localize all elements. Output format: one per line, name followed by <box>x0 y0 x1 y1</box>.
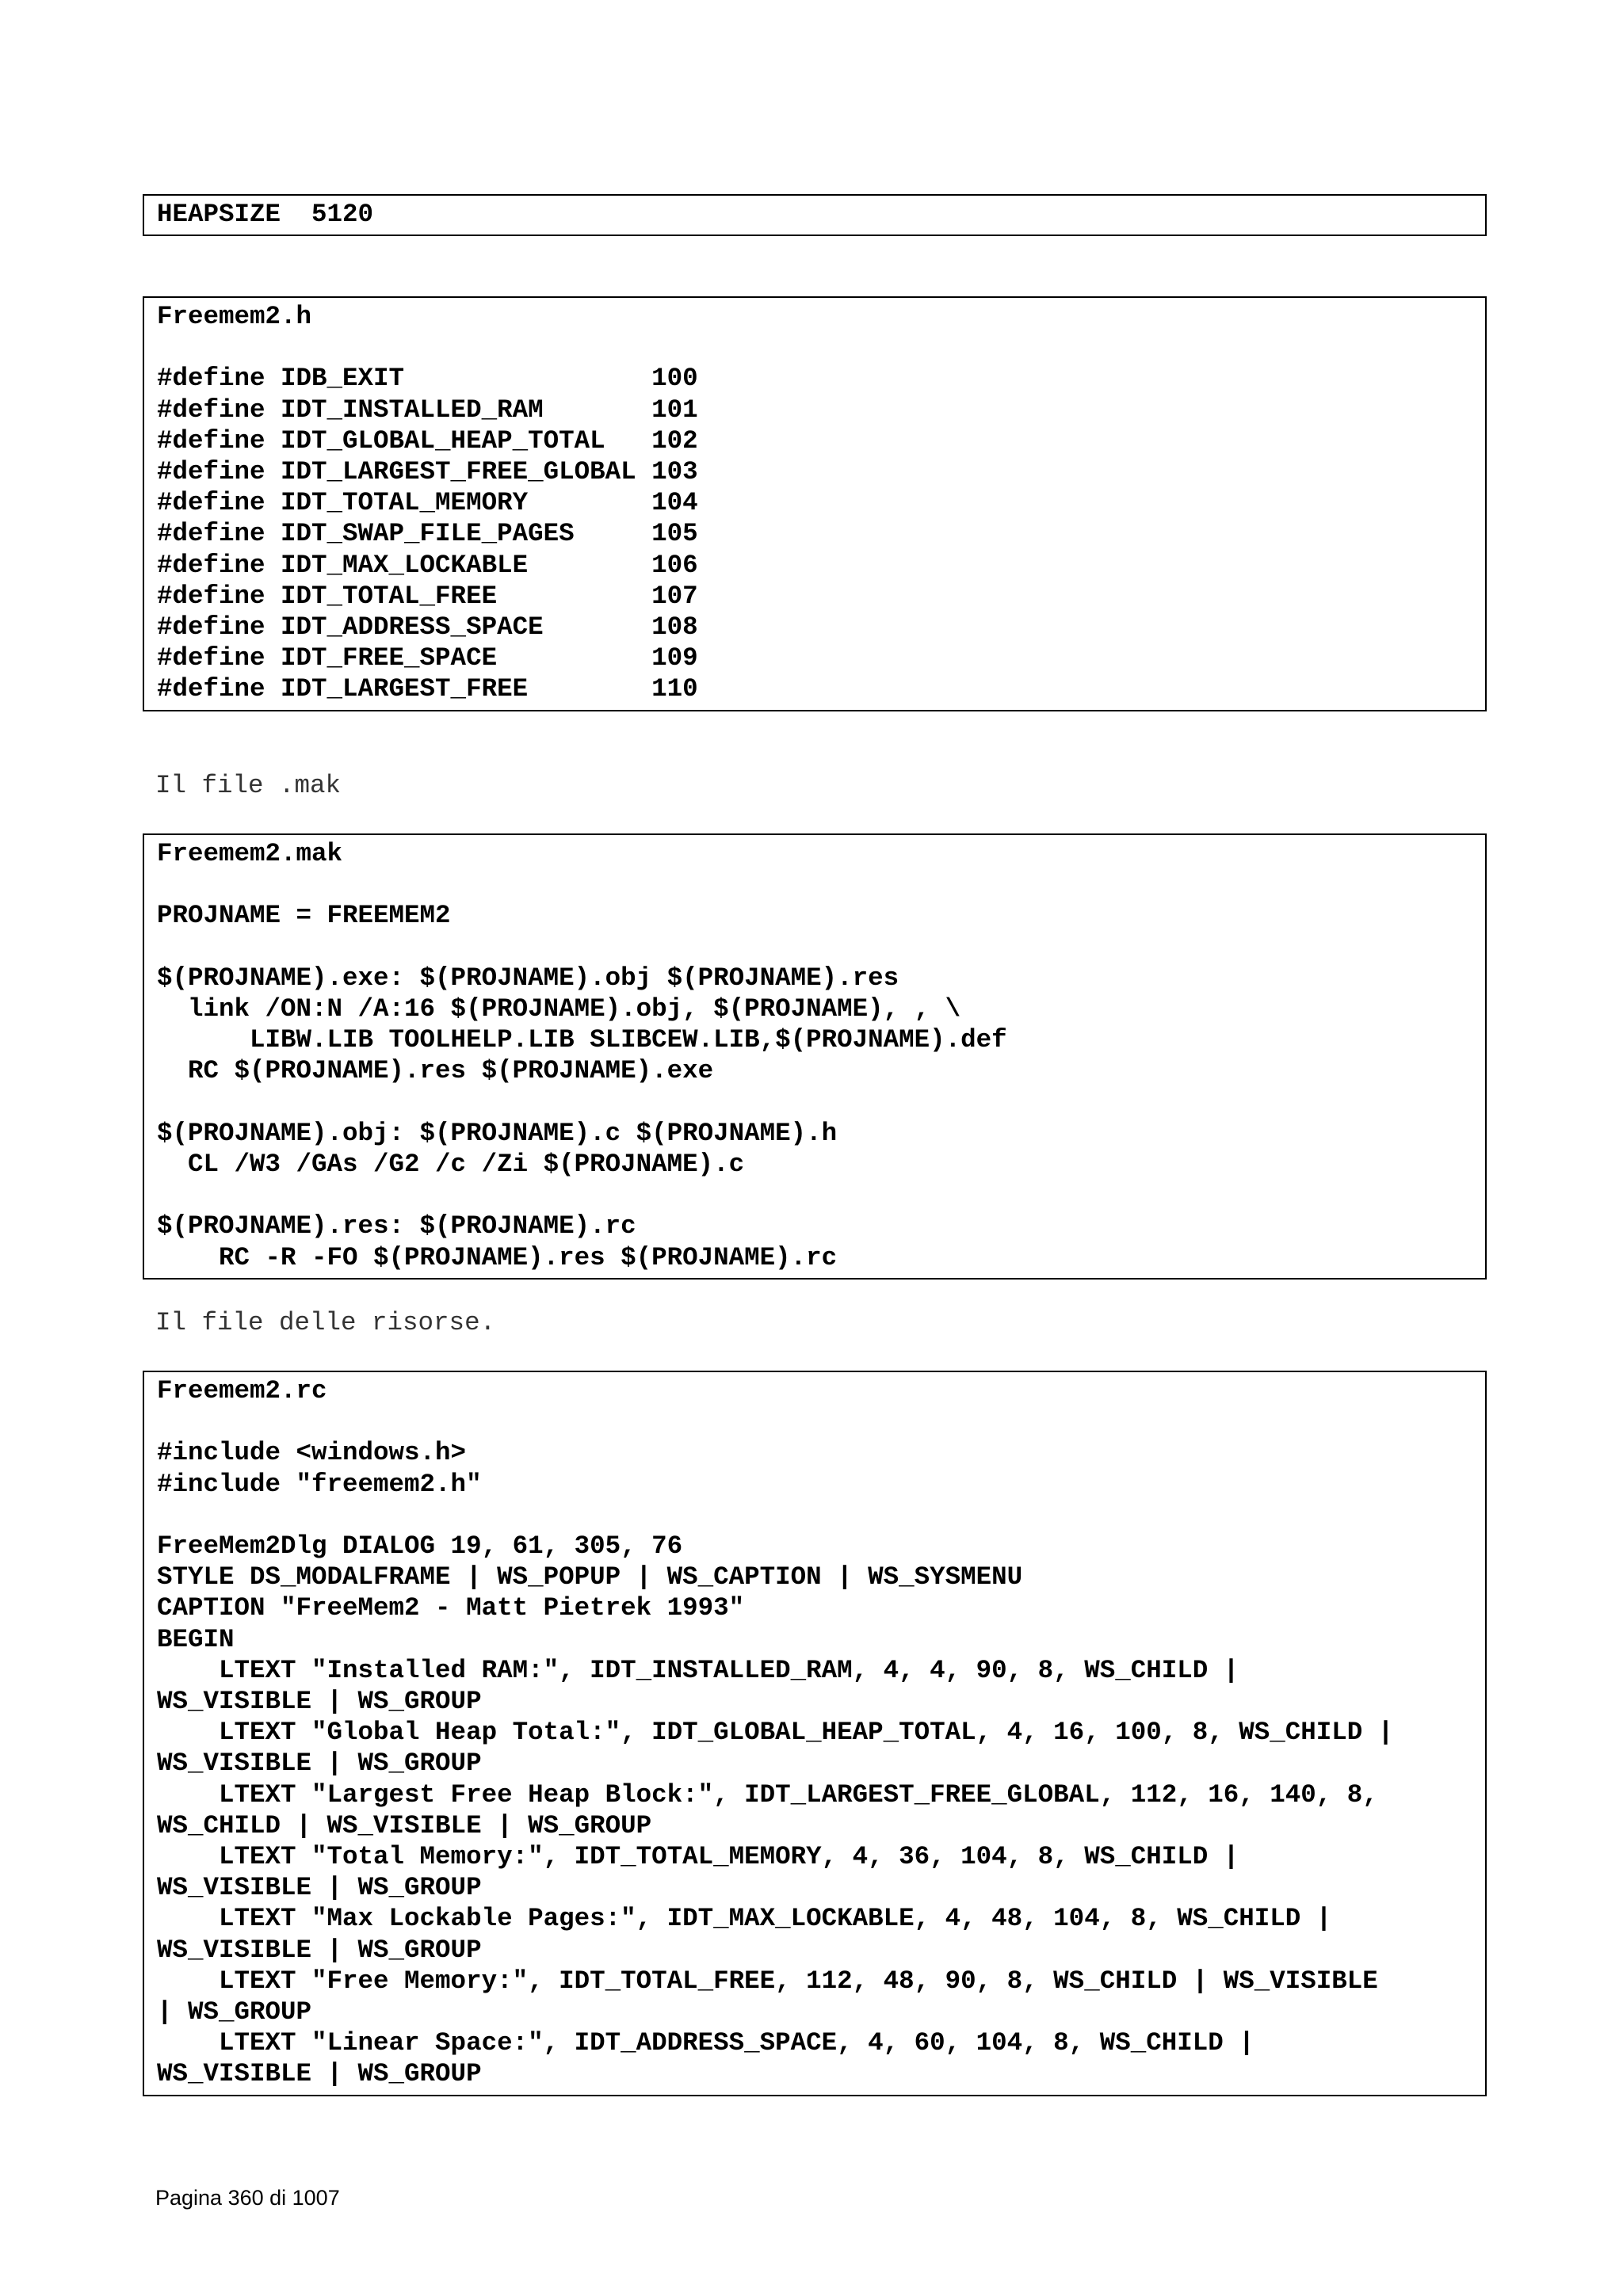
heapsize-code: HEAPSIZE 5120 <box>157 200 374 229</box>
heapsize-code-box <box>143 194 1487 236</box>
rc-file-code: Freemem2.rc #include <windows.h> #include "freemem2.h" FreeMem2Dlg DIALOG 19, 61, 305, 76 STYLE DS_MODALFRAME | WS_POPUP | WS_CAPTION | WS_SYSMENU CAPTION "FreeMem2 - Matt Pietrek 1993" BEGIN LTEXT "Installed RAM:", IDT_INSTALLED_RAM, 4, 4, 90, 8, WS_CHILD | WS_VISIBLE | WS_GROUP LTEXT "Global Heap Total:", IDT_GLOBAL_HEAP_TOTAL, 4, 16, 100, 8, WS_CHILD | WS_VISIBLE | WS_GROUP LTEXT "Largest Free Heap Block:", IDT_LARGEST_FREE_GLOBAL, 112, 16, 140, 8, WS_CHILD | WS_VISIBLE | WS_GROUP LTEXT "Total Memory:", IDT_TOTAL_MEMORY, 4, 36, 104, 8, WS_CHILD | WS_VISIBLE | WS_GROUP LTEXT "Max Lockable Pages:", IDT_MAX_LOCKABLE, 4, 48, 104, 8, WS_CHILD | WS_VISIBLE | WS_GROUP LTEXT "Free Memory:", IDT_TOTAL_FREE, 112, 48, 90, 8, WS_CHILD | WS_VISIBLE | WS_GROUP LTEXT "Linear Space:", IDT_ADDRESS_SPACE, 4, 60, 104, 8, WS_CHILD | WS_VISIBLE | WS_GROUP <box>157 1376 1394 2089</box>
rc-caption: Il file delle risorse. <box>155 1308 496 1337</box>
mak-file-code-box <box>143 833 1487 1280</box>
header-file-code: Freemem2.h #define IDB_EXIT 100 #define IDT_INSTALLED_RAM 101 #define IDT_GLOBAL_HEAP_TOTAL 102 #define IDT_LARGEST_FREE_GLOBAL 103 #define IDT_TOTAL_MEMORY 104 #define IDT_SWAP_FILE_PAGES 105 #define IDT_MAX_LOCKABLE 106 #define IDT_TOTAL_FREE 107 #define IDT_ADDRESS_SPACE 108 #define IDT_FREE_SPACE 109 #define IDT_LARGEST_FREE 110 <box>157 302 698 704</box>
mak-caption: Il file .mak <box>155 771 342 800</box>
mak-file-code: Freemem2.mak PROJNAME = FREEMEM2 $(PROJNAME).exe: $(PROJNAME).obj $(PROJNAME).res link /ON:N /A:16 $(PROJNAME).obj, $(PROJNAME), , \ LIBW.LIB TOOLHELP.LIB SLIBCEW.LIB,$(PROJNAME).def RC $(PROJNAME).res $(PROJNAME).exe $(PROJNAME).obj: $(PROJNAME).c $(PROJNAME).h CL /W3 /GAs /G2 /c /Zi $(PROJNAME).c $(PROJNAME).res: $(PROJNAME).rc RC -R -FO $(PROJNAME).res $(PROJNAME).rc <box>157 839 1007 1272</box>
header-file-code-box <box>143 296 1487 711</box>
rc-file-code-box <box>143 1371 1487 2096</box>
page-number-footer: Pagina 360 di 1007 <box>155 2186 340 2210</box>
